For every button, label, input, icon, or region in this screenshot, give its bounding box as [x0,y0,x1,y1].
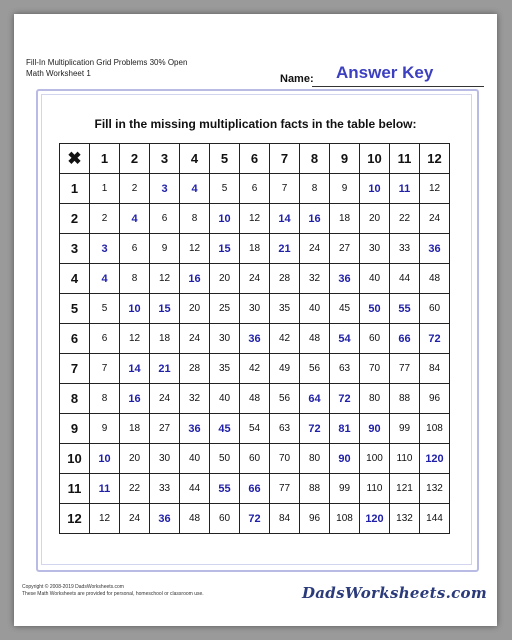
worksheet-title [26,57,226,79]
grid-cell: 96 [420,384,450,414]
grid-answer-cell: 10 [210,204,240,234]
grid-cell: 44 [180,474,210,504]
grid-cell: 24 [180,324,210,354]
grid-cell: 77 [270,474,300,504]
grid-cell: 12 [90,504,120,534]
grid-row-header: 11 [60,474,90,504]
grid-answer-cell: 21 [150,354,180,384]
grid-cell: 32 [300,264,330,294]
grid-cell: 35 [270,294,300,324]
grid-answer-cell: 4 [90,264,120,294]
grid-header-row [60,144,450,174]
name-line [312,86,484,87]
grid-answer-cell: 90 [330,444,360,474]
copyright-line2: These Math Worksheets are provided for personal, homeschool or classroom use. [22,591,204,597]
grid-column-header: 6 [240,144,270,174]
grid-column-header: 9 [330,144,360,174]
grid-cell: 24 [240,264,270,294]
grid-cell: 48 [300,324,330,354]
grid-cell: 12 [150,264,180,294]
grid-cell: 60 [240,444,270,474]
grid-cell: 22 [390,204,420,234]
grid-cell: 30 [150,444,180,474]
grid-row [60,174,450,204]
grid-row-header: 12 [60,504,90,534]
grid-answer-cell: 14 [120,354,150,384]
grid-cell: 88 [390,384,420,414]
grid-answer-cell: 36 [180,414,210,444]
grid-answer-cell: 120 [360,504,390,534]
copyright-notice [22,584,204,598]
grid-cell: 99 [330,474,360,504]
grid-cell: 40 [360,264,390,294]
grid-row-header: 6 [60,324,90,354]
grid-column-header: 11 [390,144,420,174]
grid-cell: 20 [360,204,390,234]
grid-column-header: 1 [90,144,120,174]
grid-answer-cell: 14 [270,204,300,234]
grid-answer-cell: 72 [300,414,330,444]
answer-key-label: Answer Key [336,63,434,82]
grid-row-header: 2 [60,204,90,234]
grid-column-header: 7 [270,144,300,174]
dadsworksheets-logo: DadsWorksheets.com [301,584,487,602]
grid-cell: 48 [180,504,210,534]
grid-answer-cell: 4 [120,204,150,234]
grid-answer-cell: 16 [180,264,210,294]
grid-answer-cell: 3 [90,234,120,264]
grid-cell: 12 [420,174,450,204]
grid-answer-cell: 72 [240,504,270,534]
grid-cell: 28 [270,264,300,294]
grid-answer-cell: 21 [270,234,300,264]
grid-cell: 9 [330,174,360,204]
grid-answer-cell: 36 [150,504,180,534]
grid-row-header: 5 [60,294,90,324]
grid-cell: 70 [360,354,390,384]
grid-cell: 99 [390,414,420,444]
grid-cell: 18 [330,204,360,234]
grid-answer-cell: 36 [240,324,270,354]
grid-cell: 32 [180,384,210,414]
grid-column-header: 3 [150,144,180,174]
grid-cell: 60 [420,294,450,324]
grid-row [60,324,450,354]
grid-cell: 20 [120,444,150,474]
grid-cell: 2 [90,204,120,234]
grid-column-header: 4 [180,144,210,174]
grid-cell: 88 [300,474,330,504]
grid-cell: 8 [120,264,150,294]
worksheet-title-line1: Fill-In Multiplication Grid Problems 30% Open [26,58,188,67]
grid-cell: 45 [330,294,360,324]
grid-cell: 63 [330,354,360,384]
grid-cell: 56 [270,384,300,414]
grid-cell: 35 [210,354,240,384]
grid-cell: 121 [390,474,420,504]
grid-row-header: 7 [60,354,90,384]
grid-answer-cell: 66 [240,474,270,504]
grid-cell: 27 [330,234,360,264]
grid-cell: 24 [150,384,180,414]
grid-row-header: 9 [60,414,90,444]
grid-cell: 7 [270,174,300,204]
grid-cell: 144 [420,504,450,534]
grid-cell: 132 [390,504,420,534]
grid-column-header: 8 [300,144,330,174]
grid-cell: 24 [300,234,330,264]
grid-cell: 56 [300,354,330,384]
times-icon: ✖ [60,144,90,174]
grid-cell: 6 [150,204,180,234]
grid-answer-cell: 90 [360,414,390,444]
grid-cell: 50 [210,444,240,474]
grid-cell: 48 [420,264,450,294]
grid-row-header: 8 [60,384,90,414]
grid-answer-cell: 11 [390,174,420,204]
grid-cell: 20 [210,264,240,294]
grid-cell: 6 [240,174,270,204]
grid-cell: 70 [270,444,300,474]
worksheet-page [14,14,497,626]
grid-cell: 49 [270,354,300,384]
grid-cell: 33 [390,234,420,264]
grid-row [60,264,450,294]
grid-cell: 18 [240,234,270,264]
grid-answer-cell: 3 [150,174,180,204]
grid-answer-cell: 120 [420,444,450,474]
grid-cell: 8 [90,384,120,414]
grid-cell: 54 [240,414,270,444]
grid-row [60,414,450,444]
multiplication-grid [59,143,450,534]
grid-cell: 33 [150,474,180,504]
grid-answer-cell: 72 [330,384,360,414]
grid-answer-cell: 55 [390,294,420,324]
grid-answer-cell: 16 [120,384,150,414]
grid-cell: 80 [300,444,330,474]
grid-cell: 30 [210,324,240,354]
grid-cell: 108 [420,414,450,444]
grid-answer-cell: 15 [210,234,240,264]
grid-cell: 5 [210,174,240,204]
grid-cell: 44 [390,264,420,294]
grid-cell: 108 [330,504,360,534]
grid-cell: 8 [180,204,210,234]
grid-cell: 9 [150,234,180,264]
grid-cell: 40 [210,384,240,414]
grid-answer-cell: 36 [420,234,450,264]
name-label: Name: [280,73,314,85]
grid-cell: 42 [270,324,300,354]
grid-cell: 40 [300,294,330,324]
grid-cell: 12 [240,204,270,234]
worksheet-title-line2: Math Worksheet 1 [26,69,91,78]
grid-answer-cell: 36 [330,264,360,294]
grid-row-header: 4 [60,264,90,294]
grid-answer-cell: 10 [360,174,390,204]
grid-row [60,204,450,234]
grid-column-header: 10 [360,144,390,174]
grid-cell: 80 [360,384,390,414]
grid-row-header: 10 [60,444,90,474]
grid-answer-cell: 16 [300,204,330,234]
grid-cell: 24 [420,204,450,234]
grid-answer-cell: 66 [390,324,420,354]
grid-cell: 30 [360,234,390,264]
grid-cell: 8 [300,174,330,204]
grid-column-header: 12 [420,144,450,174]
grid-cell: 40 [180,444,210,474]
grid-answer-cell: 55 [210,474,240,504]
grid-cell: 48 [240,384,270,414]
grid-cell: 28 [180,354,210,384]
grid-cell: 77 [390,354,420,384]
grid-answer-cell: 54 [330,324,360,354]
grid-answer-cell: 45 [210,414,240,444]
grid-cell: 30 [240,294,270,324]
grid-row-header: 1 [60,174,90,204]
grid-cell: 2 [120,174,150,204]
grid-answer-cell: 72 [420,324,450,354]
grid-cell: 9 [90,414,120,444]
grid-answer-cell: 64 [300,384,330,414]
grid-cell: 12 [180,234,210,264]
grid-row [60,444,450,474]
grid-cell: 20 [180,294,210,324]
grid-answer-cell: 50 [360,294,390,324]
grid-cell: 96 [300,504,330,534]
grid-row [60,294,450,324]
grid-answer-cell: 81 [330,414,360,444]
grid-cell: 18 [150,324,180,354]
grid-answer-cell: 10 [90,444,120,474]
grid-row [60,474,450,504]
grid-cell: 60 [360,324,390,354]
grid-cell: 18 [120,414,150,444]
copyright-line1: Copyright © 2008-2019 DadsWorksheets.com [22,584,124,590]
grid-cell: 5 [90,294,120,324]
grid-answer-cell: 11 [90,474,120,504]
grid-row [60,384,450,414]
grid-column-header: 2 [120,144,150,174]
grid-row [60,234,450,264]
grid-cell: 60 [210,504,240,534]
grid-cell: 63 [270,414,300,444]
grid-cell: 22 [120,474,150,504]
grid-row-header: 3 [60,234,90,264]
grid-cell: 1 [90,174,120,204]
grid-cell: 100 [360,444,390,474]
grid-column-header: 5 [210,144,240,174]
grid-cell: 84 [420,354,450,384]
grid-answer-cell: 15 [150,294,180,324]
grid-cell: 110 [390,444,420,474]
grid-cell: 27 [150,414,180,444]
grid-cell: 7 [90,354,120,384]
grid-cell: 110 [360,474,390,504]
grid-cell: 25 [210,294,240,324]
grid-cell: 6 [120,234,150,264]
grid-cell: 6 [90,324,120,354]
grid-row [60,354,450,384]
grid-answer-cell: 10 [120,294,150,324]
grid-cell: 132 [420,474,450,504]
grid-cell: 42 [240,354,270,384]
grid-cell: 84 [270,504,300,534]
instructions-text: Fill in the missing multiplication facts in the table below: [94,117,417,131]
grid-cell: 12 [120,324,150,354]
grid-row [60,504,450,534]
grid-answer-cell: 4 [180,174,210,204]
grid-cell: 24 [120,504,150,534]
